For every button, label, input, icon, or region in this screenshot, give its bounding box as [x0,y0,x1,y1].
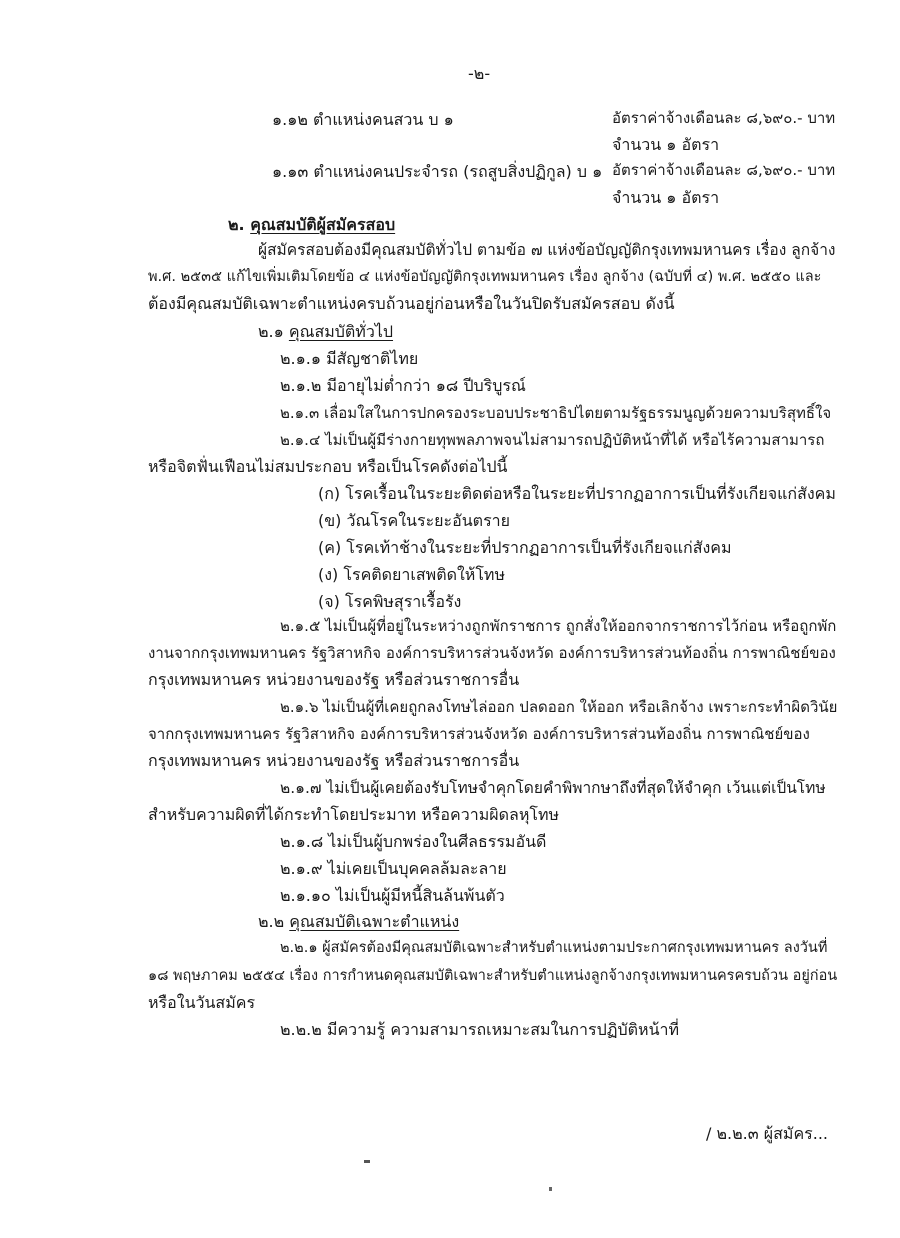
item-2-1-3: ๒.๑.๓ เลื่อมใสในการปกครองระบอบประชาธิปไตยตามรัฐธรรมนูญด้วยความบริสุทธิ์ใจ [280,404,832,422]
continuation-note: / ๒.๒.๓ ผู้สมัคร... [706,1124,829,1143]
section-heading-title: คุณสมบัติผู้สมัครสอบ [250,215,396,234]
position-count-1: จำนวน ๑ อัตรา [612,135,720,154]
item-2-1-2: ๒.๑.๒ มีอายุไม่ต่ำกว่า ๑๘ ปีบริบูรณ์ [280,376,526,395]
position-wage-1: อัตราค่าจ้างเดือนละ ๘,๖๙๐.- บาท [612,109,836,127]
item-2-1-5-cont: กรุงเทพมหานคร หน่วยงานของรัฐ หรือส่วนราชการอื่น [148,670,520,689]
item-2-1-6: ๒.๑.๖ ไม่เป็นผู้ที่เคยถูกลงโทษไล่ออก ปลดออก ให้ออก หรือเลิกจ้าง เพราะกระทำผิดวินัย [280,698,838,716]
subsection-specific-number: ๒.๒ [258,912,285,931]
item-2-1-5-cont: งานจากกรุงเทพมหานคร รัฐวิสาหกิจ องค์การบริหารส่วนจังหวัด องค์การบริหารส่วนท้องถิ่น การพาณิชย์ของ [148,644,836,662]
disease-item: (ก) โรคเรื้อนในระยะติดต่อหรือในระยะที่ปรากฏอาการเป็นที่รังเกียจแก่สังคม [318,484,836,503]
intro-line-3: ต้องมีคุณสมบัติเฉพาะตำแหน่งครบถ้วนอยู่ก่อนหรือในวันปิดรับสมัครสอบ ดังนี้ [148,294,675,313]
disease-item: (ค) โรคเท้าช้างในระยะที่ปรากฏอาการเป็นที่รังเกียจแก่สังคม [318,538,732,557]
position-count-2: จำนวน ๑ อัตรา [612,188,720,207]
position-title-2: ๑.๑๓ ตำแหน่งคนประจำรถ (รถสูบสิ่งปฏิกูล) บ ๑ [272,162,603,181]
item-2-2-2: ๒.๒.๒ มีความรู้ ความสามารถเหมาะสมในการปฏิบัติหน้าที่ [280,1020,680,1039]
subsection-specific-title: คุณสมบัติเฉพาะตำแหน่ง [289,912,460,931]
item-2-1-4: ๒.๑.๔ ไม่เป็นผู้มีร่างกายทุพพลภาพจนไม่สามารถปฏิบัติหน้าที่ได้ หรือไร้ความสามารถ [280,431,825,449]
disease-item: (ง) โรคติดยาเสพติดให้โทษ [318,565,506,584]
item-2-1-7-cont: สำหรับความผิดที่ได้กระทำโดยประมาท หรือความผิดลหุโทษ [148,805,560,824]
section-heading-number: ๒. [228,215,245,234]
intro-line-1: ผู้สมัครสอบต้องมีคุณสมบัติทั่วไป ตามข้อ ๗ แห่งข้อบัญญัติกรุงเทพมหานคร เรื่อง ลูกจ้าง [258,241,836,259]
disease-item: (จ) โรคพิษสุราเรื้อรัง [318,592,462,611]
scan-speck [549,1187,552,1191]
subsection-general-number: ๒.๑ [258,322,284,341]
item-2-1-9: ๒.๑.๙ ไม่เคยเป็นบุคคลล้มละลาย [280,859,507,878]
position-wage-2: อัตราค่าจ้างเดือนละ ๘,๖๙๐.- บาท [612,161,836,179]
section-heading [228,215,395,235]
item-2-2-1-cont: หรือในวันสมัคร [148,993,256,1012]
item-2-1-1: ๒.๑.๑ มีสัญชาติไทย [280,349,419,368]
item-2-2-1: ๒.๒.๑ ผู้สมัครต้องมีคุณสมบัติเฉพาะสำหรับตำแหน่งตามประกาศกรุงเทพมหานคร ลงวันที่ [280,940,828,956]
subsection-general [258,322,393,342]
page-number: -๒- [468,64,491,83]
subsection-general-title: คุณสมบัติทั่วไป [288,322,394,341]
intro-line-2: พ.ศ. ๒๕๓๕ แก้ไขเพิ่มเติมโดยข้อ ๔ แห่งข้อบัญญัติกรุงเทพมหานคร เรื่อง ลูกจ้าง (ฉบับที่ ๔) พ.ศ. ๒๕๕๐ และ [148,269,822,285]
subsection-specific [258,912,459,932]
item-2-2-1-cont: ๑๘ พฤษภาคม ๒๕๕๔ เรื่อง การกำหนดคุณสมบัติเฉพาะสำหรับตำแหน่งลูกจ้างกรุงเทพมหานครครบถ้วน อยู่ก่อน [148,968,838,984]
item-2-1-10: ๒.๑.๑๐ ไม่เป็นผู้มีหนี้สินล้นพ้นตัว [280,886,505,905]
disease-item: (ข) วัณโรคในระยะอันตราย [318,511,511,530]
scan-speck [364,1160,370,1163]
item-2-1-7: ๒.๑.๗ ไม่เป็นผู้เคยต้องรับโทษจำคุกโดยคำพิพากษาถึงที่สุดให้จำคุก เว้นแต่เป็นโทษ [280,779,826,797]
item-2-1-5: ๒.๑.๕ ไม่เป็นผู้ที่อยู่ในระหว่างถูกพักราชการ ถูกสั่งให้ออกจากราชการไว้ก่อน หรือถูกพัก [280,617,837,635]
item-2-1-6-cont: กรุงเทพมหานคร หน่วยงานของรัฐ หรือส่วนราชการอื่น [148,751,520,770]
item-2-1-8: ๒.๑.๘ ไม่เป็นผู้บกพร่องในศีลธรรมอันดี [280,832,547,851]
item-2-1-6-cont: จากกรุงเทพมหานคร รัฐวิสาหกิจ องค์การบริหารส่วนจังหวัด องค์การบริหารส่วนท้องถิ่น การพาณิชย์ของ [148,725,810,743]
position-title-1: ๑.๑๒ ตำแหน่งคนสวน บ ๑ [272,110,454,129]
item-2-1-4-cont: หรือจิตฟั่นเฟือนไม่สมประกอบ หรือเป็นโรคดังต่อไปนี้ [148,457,508,476]
